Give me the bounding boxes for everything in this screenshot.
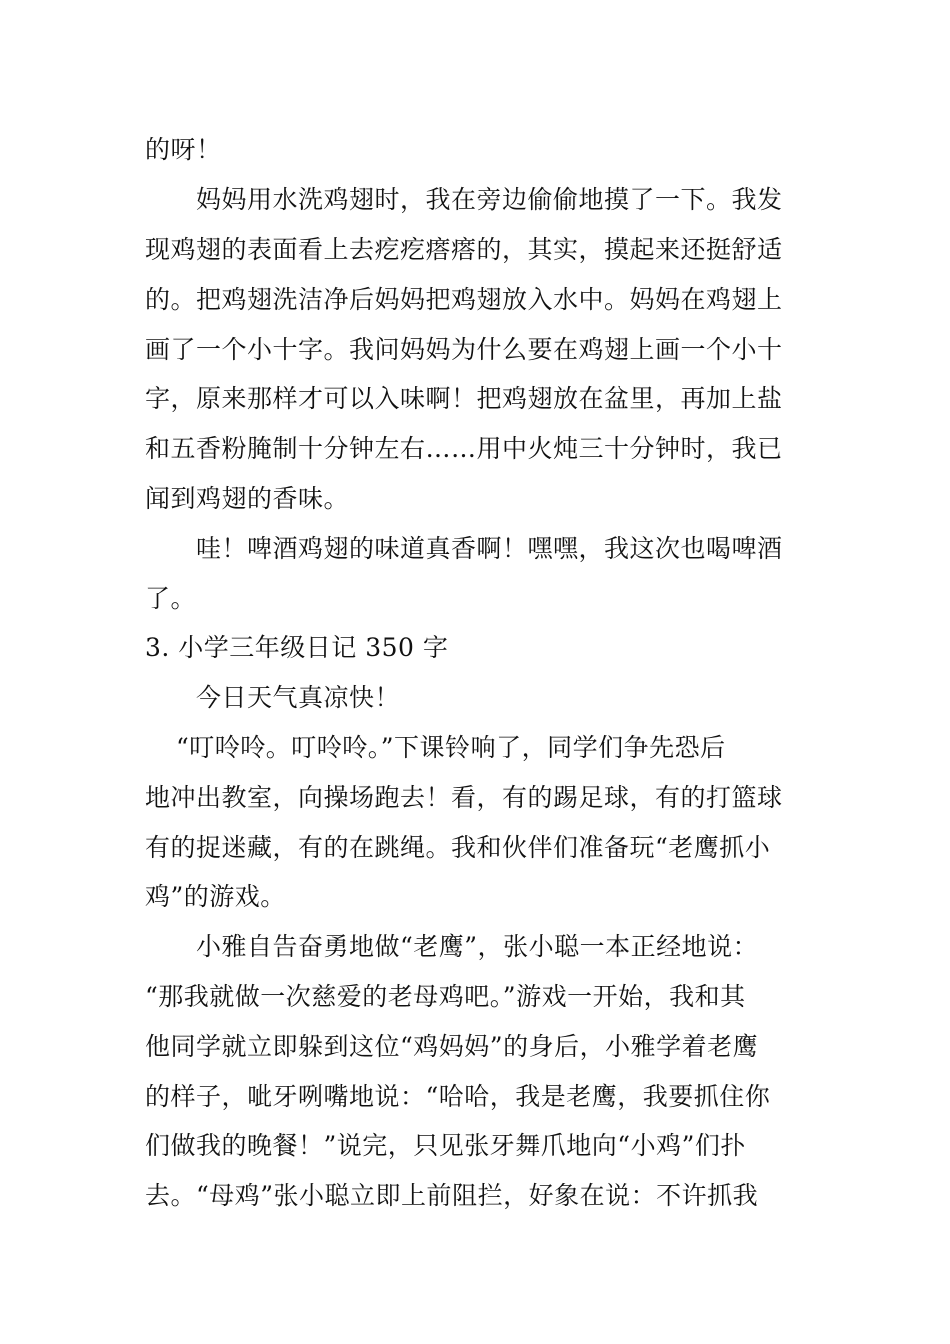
- text-line: 鸡”的游戏。: [145, 882, 286, 911]
- text-line: 他同学就立即躲到这位“鸡妈妈”的身后，小雅学着老鹰: [145, 1032, 759, 1061]
- text-line: 现鸡翅的表面看上去疙疙瘩瘩的，其实，摸起来还挺舒适: [145, 235, 783, 264]
- text-line: 地冲出教室，向操场跑去！看，有的踢足球，有的打篮球: [145, 783, 783, 812]
- paragraph-start-line: 哇！啤酒鸡翅的味道真香啊！嘿嘿，我这次也喝啤酒: [196, 534, 783, 563]
- text-line: 的样子，呲牙咧嘴地说：“哈哈，我是老鹰，我要抓住你: [145, 1082, 771, 1111]
- paragraph-start-line: 今日天气真凉快！: [196, 683, 401, 712]
- section-heading: 3. 小学三年级日记 350 字: [145, 633, 449, 662]
- text-line: 去。“母鸡”张小聪立即上前阻拦，好象在说：不许抓我: [145, 1181, 759, 1210]
- paragraph-start-line: 小雅自告奋勇地做“老鹰”，张小聪一本正经地说：: [196, 932, 759, 961]
- text-line: 闻到鸡翅的香味。: [145, 484, 350, 513]
- text-line: 的呀！: [145, 135, 222, 164]
- text-line: 画了一个小十字。我问妈妈为什么要在鸡翅上画一个小十: [145, 335, 783, 364]
- text-line: 和五香粉腌制十分钟左右……用中火炖三十分钟时，我已: [145, 434, 783, 463]
- text-line: 的。把鸡翅洗洁净后妈妈把鸡翅放入水中。妈妈在鸡翅上: [145, 285, 783, 314]
- text-line: “那我就做一次慈爱的老母鸡吧。”游戏一开始，我和其: [145, 982, 746, 1011]
- text-line: 们做我的晚餐！”说完，只见张牙舞爪地向“小鸡”们扑: [145, 1131, 746, 1160]
- paragraph-start-line: 妈妈用水洗鸡翅时，我在旁边偷偷地摸了一下。我发: [196, 185, 783, 214]
- text-line: 了。: [145, 584, 197, 613]
- paragraph-start-line: “叮呤呤。叮呤呤。”下课铃响了，同学们争先恐后: [176, 733, 726, 762]
- text-line: 有的捉迷藏，有的在跳绳。我和伙伴们准备玩“老鹰抓小: [145, 833, 771, 862]
- text-line: 字，原来那样才可以入味啊！把鸡翅放在盆里，再加上盐: [145, 384, 783, 413]
